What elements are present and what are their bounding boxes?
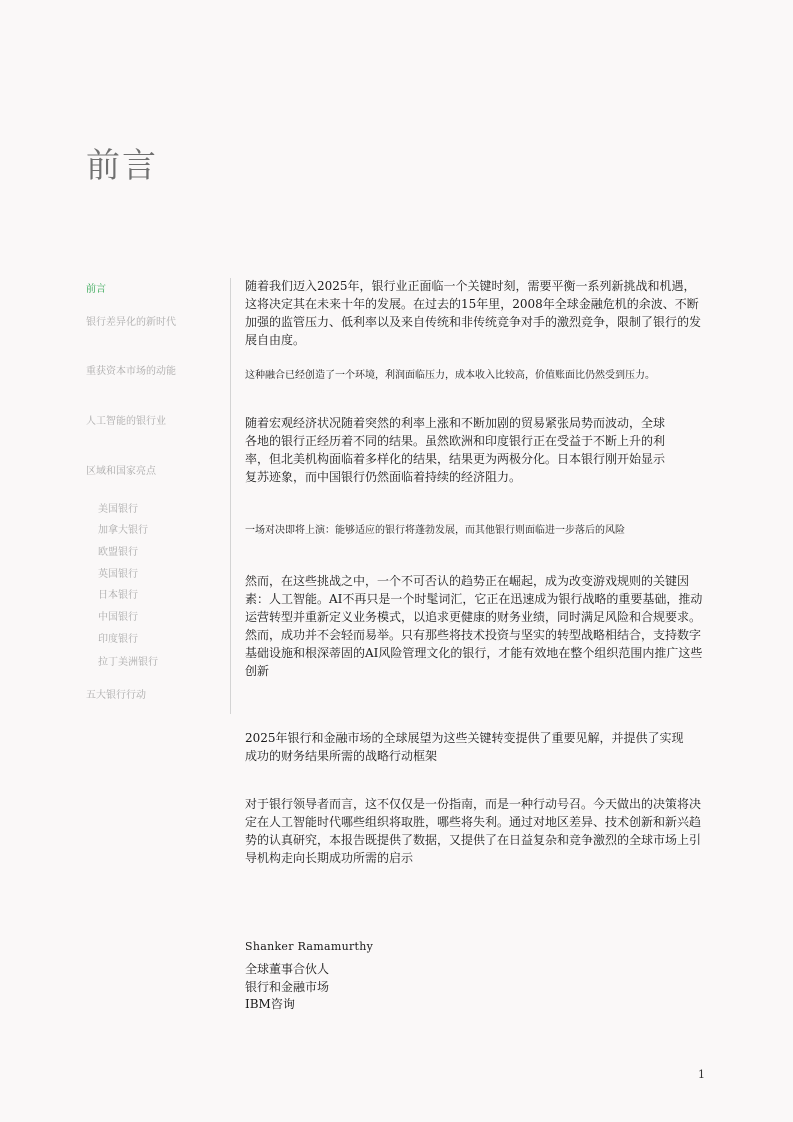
section-divider bbox=[230, 278, 231, 714]
paragraph-macro: 随着宏观经济状况随着突然的利率上涨和不断加剧的贸易紧张局势而波动，全球各地的银行正经历着不同的结果。虽然欧洲和印度银行正在受益于不断上升的利率，但北美机构面临着多样化的结果，结果更为两极分化。日本银行刚开始显示复苏迹象，而中国银行仍然面临着持续的经济阻力。 bbox=[245, 416, 666, 484]
toc-item-canada-banks[interactable]: 加拿大银行 bbox=[98, 525, 148, 536]
toc-item-foreword[interactable]: 前言 bbox=[86, 284, 106, 295]
author-roles bbox=[245, 961, 329, 1014]
toc-item-new-era[interactable]: 银行差异化的新时代 bbox=[86, 317, 176, 328]
paragraph-showdown: 一场对决即将上演：能够适应的银行将蓬勃发展，而其他银行则面临进一步落后的风险 bbox=[245, 525, 625, 536]
author-name: Shanker Ramamurthy bbox=[245, 940, 374, 953]
toc-item-regional-highlights[interactable]: 区域和国家亮点 bbox=[86, 466, 156, 477]
toc-item-ai-banking[interactable]: 人工智能的银行业 bbox=[86, 416, 166, 427]
toc-item-japan-banks[interactable]: 日本银行 bbox=[98, 590, 138, 601]
author-role-organization: IBM咨询 bbox=[245, 997, 295, 1011]
page-number: 1 bbox=[698, 1068, 705, 1081]
toc-item-uk-banks[interactable]: 英国银行 bbox=[98, 569, 138, 580]
toc-item-capital-markets[interactable]: 重获资本市场的动能 bbox=[86, 366, 176, 377]
author-role-practice: 银行和金融市场 bbox=[245, 979, 330, 994]
toc-item-eu-banks[interactable]: 欧盟银行 bbox=[98, 547, 138, 558]
toc-item-india-banks[interactable]: 印度银行 bbox=[98, 634, 138, 645]
toc-item-latam-banks[interactable]: 拉丁美洲银行 bbox=[98, 657, 158, 668]
paragraph-outlook: 2025年银行和金融市场的全球展望为这些关键转变提供了重要见解，并提供了实现成功的财务结果所需的战略行动框架 bbox=[245, 731, 684, 763]
toc-item-china-banks[interactable]: 中国银行 bbox=[98, 612, 138, 623]
toc-item-five-actions[interactable]: 五大银行行动 bbox=[86, 690, 146, 701]
paragraph-ai: 然而，在这些挑战之中，一个不可否认的趋势正在崛起，成为改变游戏规则的关键因素：人工智能。AI不再只是一个时髦词汇，它正在迅速成为银行战略的重要基础，推动运营转型并重新定义业务模式，以追求更健康的财务业绩，同时满足风险和合规要求。然而，成功并不会轻而易举。只有那些将技术投资与坚实的转型战略相结合，支持数字基础设施和根深蒂固的AI风险管理文化的银行，才能有效地在整个组织范围内推广这些创新 bbox=[245, 574, 703, 678]
author-role-title: 全球董事合伙人 bbox=[245, 962, 330, 976]
toc-item-us-banks[interactable]: 美国银行 bbox=[98, 504, 138, 515]
paragraph-intro: 随着我们迈入2025年，银行业正面临一个关键时刻，需要平衡一系列新挑战和机遇，这将决定其在未来十年的发展。在过去的15年里，2008年全球金融危机的余波、不断加强的监管压力、低利率以及来自传统和非传统竞争对手的激烈竞争，限制了银行的发展自由度。 bbox=[245, 279, 702, 347]
page-title: 前言 bbox=[86, 146, 158, 186]
paragraph-environment: 这种融合已经创造了一个环境，利润面临压力，成本收入比较高，价值账面比仍然受到压力。 bbox=[245, 370, 655, 381]
paragraph-call-to-action: 对于银行领导者而言，这不仅仅是一份指南，而是一种行动号召。今天做出的决策将决定在人工智能时代哪些组织将取胜，哪些将失利。通过对地区差异、技术创新和新兴趋势的认真研究，本报告既提供了数据，又提供了在日益复杂和竞争激烈的全球市场上引导机构走向长期成功所需的启示 bbox=[245, 797, 702, 865]
